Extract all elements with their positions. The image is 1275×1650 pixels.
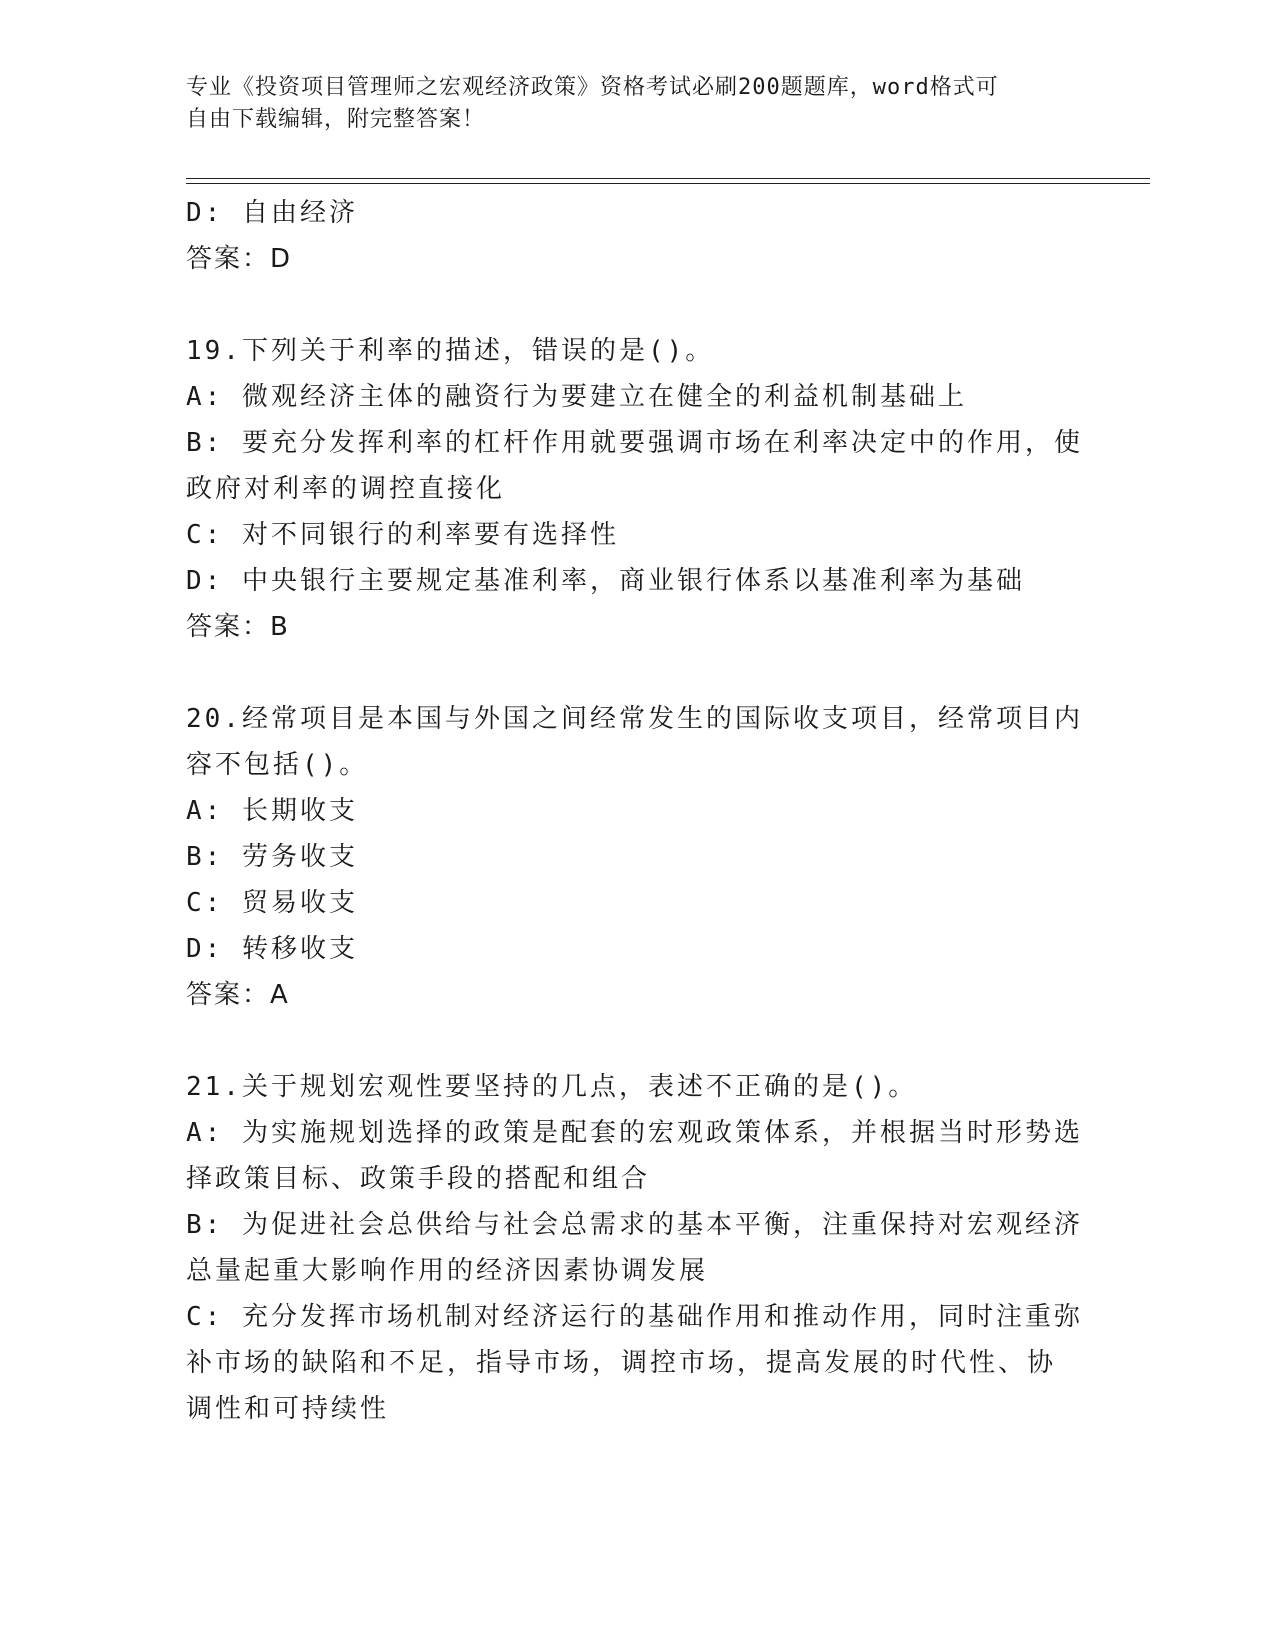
header-line-2: 自由下载编辑，附完整答案！ [186,107,486,132]
question-stem: 19.下列关于利率的描述，错误的是()。 [186,336,715,366]
question-19 [186,328,1086,650]
option-a: A: 长期收支 [186,796,358,826]
option-b-continued: 政府对利率的调控直接化 [186,474,506,504]
spacer [186,650,1086,696]
header-divider-top [186,178,1150,179]
question-stem: 20.经常项目是本国与外国之间经常发生的国际收支项目，经常项目内 [186,704,1083,734]
option-c: C: 贸易收支 [186,888,358,918]
spacer [186,282,1086,328]
option-c: C: 充分发挥市场机制对经济运行的基础作用和推动作用，同时注重弥 [186,1302,1083,1332]
header-line-1: 专业《投资项目管理师之宏观经济政策》资格考试必刷200题题库，word格式可 [186,75,999,100]
option-b: B: 为促进社会总供给与社会总需求的基本平衡，注重保持对宏观经济 [186,1210,1083,1240]
option-a-continued: 择政策目标、政策手段的搭配和组合 [186,1164,651,1194]
question-18-tail [186,190,1086,282]
option-c-continued: 调性和可持续性 [186,1394,390,1424]
spacer [186,1018,1086,1064]
header-divider-bottom [186,183,1150,184]
answer-label: 答案：D [186,244,293,274]
option-a: A: 为实施规划选择的政策是配套的宏观政策体系，并根据当时形势选 [186,1118,1083,1148]
question-20 [186,696,1086,1018]
option-d: D: 中央银行主要规定基准利率，商业银行体系以基准利率为基础 [186,566,1025,596]
option-d: D: 自由经济 [186,198,358,228]
answer-label: 答案：B [186,612,290,642]
option-b: B: 劳务收支 [186,842,358,872]
document-header [186,72,1076,136]
question-stem-continued: 容不包括()。 [186,750,369,780]
option-a: A: 微观经济主体的融资行为要建立在健全的利益机制基础上 [186,382,967,412]
question-list [186,190,1086,1432]
option-b-continued: 总量起重大影响作用的经济因素协调发展 [186,1256,709,1286]
option-c: C: 对不同银行的利率要有选择性 [186,520,619,550]
question-21 [186,1064,1086,1432]
option-b: B: 要充分发挥利率的杠杆作用就要强调市场在利率决定中的作用，使 [186,428,1083,458]
option-c-continued: 补市场的缺陷和不足，指导市场，调控市场，提高发展的时代性、协 [186,1348,1057,1378]
option-d: D: 转移收支 [186,934,358,964]
question-stem: 21.关于规划宏观性要坚持的几点，表述不正确的是()。 [186,1072,918,1102]
answer-label: 答案：A [186,980,290,1010]
